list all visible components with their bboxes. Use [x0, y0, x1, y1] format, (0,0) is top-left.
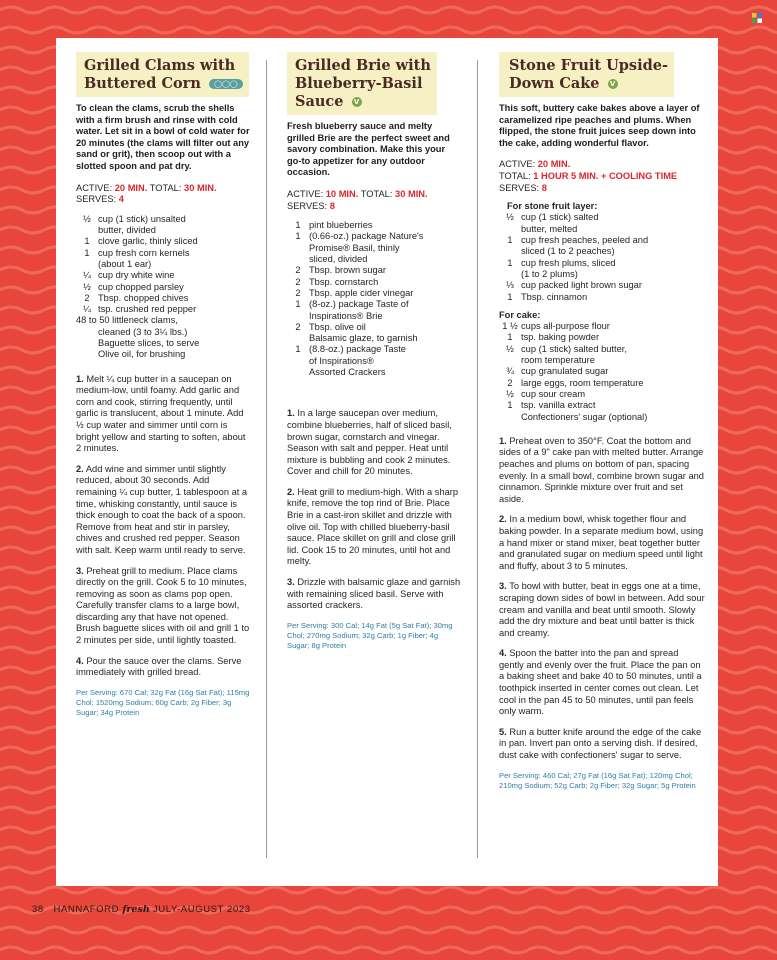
- instruction-step: 4. Spoon the batter into the pan and spread gently and evenly over the fruit. Place the pan on a baking sheet and bake 40 to 50 minutes, until a toothpick inserted in center comes out clean. Let cool in the pan 45 to 50 minutes, until pan feels only warm.: [499, 648, 702, 717]
- ingredient-row: 1 pint blueberries: [295, 220, 373, 231]
- recipe-title-box: [499, 52, 674, 97]
- instruction-step: 2. Heat grill to medium-high. With a sharp knife, remove the top rind of Brie. Place Brie in a cast-iron skillet and drizzle with olive oil. Top with chilled blueberry-basil sauce. Place skillet on grill and close grill lid. Cook 15 to 20 minutes, until hot and melty.: [287, 486, 459, 567]
- nutrition-info: Per Serving: 460 Cal; 27g Fat (16g Sat Fat); 120mg Chol; 210mg Sodium; 52g Carb; 2g Fiber; 32g Sugar; 5g Protein: [499, 770, 696, 790]
- instruction-step: 4. Pour the sauce over the clams. Serve immediately with grilled bread.: [76, 655, 242, 678]
- ingredient-row: Promise® Basil, thinly: [309, 242, 400, 253]
- recipe-times: ACTIVE: 20 MIN. TOTAL: 30 MIN. SERVES: 4: [76, 182, 217, 205]
- recipe-title-box: [76, 52, 249, 97]
- ingredient-row: ½ cup (1 stick) salted: [506, 212, 599, 223]
- ingredient-row: ⅓ cup packed light brown sugar: [506, 280, 642, 291]
- ingredient-list: [76, 214, 251, 361]
- ingredient-row: Confectioners' sugar (optional): [521, 411, 648, 422]
- instruction-step: 2. Add wine and simmer until slightly reduced, about 30 seconds. Add remaining ¼ cup butter, 1 tablespoon at a time, whisking constantly, until sauce is thick enough to coat the back of a spoon. Remove from heat and stir in parsley, chives and crushed red pepper. Season with salt. Keep warm until ready to serve.: [76, 463, 248, 555]
- ingredient-row: 1 tsp. vanilla extract: [507, 400, 596, 411]
- ingredient-row: Baguette slices, to serve: [98, 338, 200, 349]
- ingredient-row: 2 Tbsp. chopped chives: [84, 292, 189, 303]
- ingredient-row: 1 ½ cups all-purpose flour: [502, 321, 610, 332]
- ingredient-row: ¼ cup dry white wine: [83, 270, 175, 281]
- ingredient-row: 2 Tbsp. olive oil: [295, 321, 366, 332]
- vegetarian-badge-icon: V: [352, 97, 362, 107]
- ingredient-row: room temperature: [521, 355, 595, 366]
- brand-prefix: HANNAFORD: [53, 904, 120, 915]
- dietary-badge-icon: ◯◯◯: [209, 79, 243, 89]
- recipe-title: Grilled Clams with Buttered Corn ◯◯◯: [84, 57, 243, 93]
- ingredient-row: (about 1 ear): [98, 258, 152, 269]
- ingredient-row: 1 cup fresh plums, sliced: [507, 257, 616, 268]
- nutrition-info: Per Serving: 670 Cal; 32g Fat (16g Sat Fat); 115mg Chol; 1520mg Sodium; 60g Carb; 2g Fiber; 3g Sugar; 34g Protein: [76, 687, 250, 717]
- ingredient-section-heading: For cake:: [499, 309, 541, 320]
- ingredient-section-heading: For stone fruit layer:: [507, 201, 598, 212]
- ingredient-row: butter, divided: [98, 225, 156, 236]
- instruction-step: 3. Drizzle with balsamic glaze and garnish with remaining sliced basil. Serve with assorted crackers.: [287, 577, 461, 611]
- recipe-intro: This soft, buttery cake bakes above a layer of caramelized ripe peaches and plums. When flipped, the stone fruit juices seep down into the cake, adding wonderful flavor.: [499, 103, 700, 148]
- instruction-step: 1. Melt ¼ cup butter in a saucepan on medium-low, until foamy. Add garlic and corn and cook, stirring frequently, until garlic is translucent, about 1 minute. Add ½ cup water and simmer until corn is bright yellow and starting to soften, about 2 minutes.: [76, 373, 246, 454]
- ingredient-row: Olive oil, for brushing: [98, 349, 186, 360]
- column-divider: [477, 60, 478, 858]
- instruction-step: 2. In a medium bowl, whisk together flour and baking powder. In a separate medium bowl, using a hand mixer or stand mixer, beat together butter and granulated sugar on medium speed until light and fluffy, about 3 to 5 minutes.: [499, 514, 704, 571]
- ingredient-row: 2 Tbsp. apple cider vinegar: [295, 287, 414, 298]
- ingredient-row: ½ cup sour cream: [506, 388, 586, 399]
- ingredient-row: 1 (8-oz.) package Taste of: [295, 299, 409, 310]
- ingredient-row: 1 (0.66-oz.) package Nature's: [295, 231, 424, 242]
- recipe-title: Stone Fruit Upside- Down Cake V: [509, 57, 668, 92]
- instruction-step: 1. In a large saucepan over medium, combine blueberries, half of sliced basil, brown sugar, cornstarch and vinegar. Season with salt and pepper. Heat until mixture is bubbling and cook 2 minutes. Cover and chill for 20 minutes.: [287, 408, 452, 477]
- ingredient-row: butter, melted: [521, 223, 578, 234]
- ingredient-list: [287, 220, 462, 378]
- instruction-step: 3. To bowl with butter, beat in eggs one at a time, scraping down sides of bowl in between. Add sour cream and vanilla and beat until smooth. Slowly add the dry mixture and beat until batter is thick and creamy.: [499, 581, 705, 638]
- recipe-page: [56, 38, 718, 886]
- ingredient-row: 2 large eggs, room temperature: [507, 377, 644, 388]
- ingredient-row: ¾ cup granulated sugar: [506, 366, 609, 377]
- instruction-step: 5. Run a butter knife around the edge of the cake in pan. Invert pan onto a serving dish. If desired, dust cake with confectioners' sugar to serve.: [499, 726, 702, 761]
- instruction-list: [499, 436, 705, 791]
- ingredient-row: Inspirations® Brie: [309, 310, 383, 321]
- recipe-intro: Fresh blueberry sauce and melty grilled Brie are the perfect sweet and savory combination. Make this your go-to appetizer for any outdoor occasion.: [287, 121, 450, 178]
- ingredient-row: ½ cup (1 stick) unsalted: [83, 213, 186, 224]
- ingredient-row: sliced (1 to 2 peaches): [521, 246, 615, 257]
- ingredient-row: 2 Tbsp. cornstarch: [295, 276, 379, 287]
- ingredient-row: cleaned (3 to 3¼ lbs.): [98, 326, 188, 337]
- ingredient-row: 1 cup fresh peaches, peeled and: [507, 235, 649, 246]
- ingredient-list: [499, 212, 705, 302]
- recipe-title-box: [287, 52, 437, 115]
- recipe-grilled-brie: [287, 52, 462, 651]
- ingredient-row: sliced, divided: [309, 254, 368, 265]
- ingredient-row: 1 tsp. baking powder: [507, 332, 600, 343]
- instruction-step: 3. Preheat grill to medium. Place clams directly on the grill. Cook 5 to 10 minutes, removing as soon as clams pop open. Carefully transfer clams to a large bowl, discarding any that have not opened. Brush baguette slices with oil and grill 1 to 2 minutes per side, until lightly toasted.: [76, 565, 250, 646]
- ingredient-row: Balsamic glaze, to garnish: [309, 333, 418, 344]
- column-divider: [266, 60, 267, 858]
- recipe-title: Grilled Brie with Blueberry-Basil Sauce V: [295, 57, 431, 110]
- recipe-times: ACTIVE: 10 MIN. TOTAL: 30 MIN. SERVES: 8: [287, 188, 428, 211]
- recipe-stone-fruit-cake: [499, 52, 705, 791]
- ingredient-row: of Inspirations®: [309, 355, 374, 366]
- ingredient-row: (1 to 2 plums): [521, 268, 578, 279]
- ingredient-row: 1 cup fresh corn kernels: [84, 247, 190, 258]
- issue-date: JULY-AUGUST 2023: [152, 904, 251, 915]
- instruction-step: 1. Preheat oven to 350°F. Coat the bottom and sides of a 9" cake pan with melted butter. Arrange peaches and plums on bottom of pan, spacing evenly. In a small bowl, combine brown sugar and cinnamon. Sprinkle mixture over fruit and set aside.: [499, 435, 704, 504]
- ingredient-row: 48 to 50 littleneck clams,: [76, 315, 178, 326]
- recipe-intro: To clean the clams, scrub the shells with a firm brush and rinse with cold water. Let sit in a bowl of cold water for 20 minutes (the clams will filter out any sand or grit), then scoop out with a slotted spoon and pat dry.: [76, 103, 250, 171]
- ingredient-row: ½ cup chopped parsley: [83, 281, 184, 292]
- vegetarian-badge-icon: V: [608, 79, 618, 89]
- ingredient-row: 1 (8.8-oz.) package Taste: [295, 344, 406, 355]
- ingredient-row: ½ cup (1 stick) salted butter,: [506, 343, 627, 354]
- ingredient-row: ¼ tsp. crushed red pepper: [83, 304, 197, 315]
- brand-name: fresh: [122, 904, 150, 915]
- recipe-grilled-clams: [76, 52, 251, 718]
- corner-logo-icon: [752, 13, 762, 23]
- page-number: 38: [32, 904, 44, 915]
- ingredient-row: 1 clove garlic, thinly sliced: [84, 236, 198, 247]
- ingredient-row: 1 Tbsp. cinnamon: [507, 291, 588, 302]
- recipe-times: ACTIVE: 20 MIN. TOTAL: 1 HOUR 5 MIN. + COOLING TIME SERVES: 8: [499, 159, 678, 193]
- ingredient-row: 2 Tbsp. brown sugar: [295, 265, 386, 276]
- ingredient-list: [499, 321, 705, 423]
- instruction-list: [76, 374, 251, 718]
- ingredient-row: Assorted Crackers: [309, 367, 386, 378]
- page-footer: [32, 904, 251, 915]
- nutrition-info: Per Serving: 300 Cal; 14g Fat (5g Sat Fat); 30mg Chol; 270mg Sodium; 32g Carb; 1g Fiber; 4g Sugar; 8g Protein: [287, 620, 453, 650]
- instruction-list: [287, 408, 462, 651]
